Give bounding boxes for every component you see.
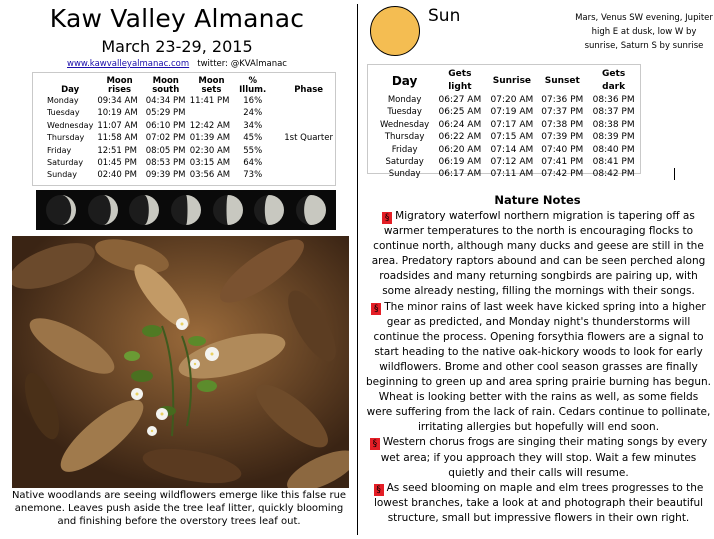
sun-table-row [376, 131, 640, 143]
moon-col-rises: Moon rises [106, 76, 133, 95]
almanac-dates: March 23-29, 2015 [101, 37, 253, 56]
sun-col-gets-dark: Gets dark [602, 69, 626, 92]
nature-note-text: As seed blooming on maple and elm trees progresses to the lowest branches, take a look at and photograph their beautiful structure, small but impressive flowers in their own right. [373, 481, 704, 524]
moon-table-cell: 12:42 AM [189, 120, 231, 131]
moon-table-cell: Thursday [47, 133, 85, 143]
sun-col-gets-light: Gets light [448, 69, 472, 92]
moon-phase-icon [128, 194, 160, 226]
sun-table-cell: 07:17 AM [490, 119, 534, 130]
almanac-title: Kaw Valley Almanac [49, 4, 305, 33]
sun-table-cell: 07:12 AM [490, 157, 534, 168]
nature-note-paragraph [365, 435, 712, 480]
left-page [0, 0, 354, 539]
moon-table-cell: Wednesday [47, 120, 94, 130]
sun-table-row [376, 119, 640, 131]
moon-table-cell: 09:39 PM [145, 170, 186, 181]
sun-table-cell: 07:42 PM [541, 169, 584, 180]
photo-caption: Native woodlands are seeing wildflowers emerge like this false rue anemone. Leaves push aside the tree leaf litter, quickly blooming and finishing before the overstory trees leaf out. [11, 490, 347, 527]
sun-table-cell: Friday [391, 144, 418, 155]
twitter-handle: twitter: @KVAlmanac [197, 59, 287, 69]
moon-table-cell: 02:40 PM [97, 170, 137, 181]
moon-table-cell: 08:05 PM [145, 145, 186, 156]
leaf-litter-image [12, 236, 349, 488]
section-marker-icon: § [382, 212, 392, 224]
sun-table-cell: 07:38 PM [541, 119, 584, 130]
moon-table-cell: 08:53 PM [145, 158, 186, 169]
moon-table-row [45, 145, 335, 157]
sun-table-cell: 06:19 AM [438, 157, 482, 168]
moon-table-cell: Monday [47, 96, 79, 105]
sun-table-cell: 06:27 AM [438, 95, 482, 105]
sun-table-cell: 08:42 PM [592, 169, 635, 180]
sun-table-row [376, 144, 640, 156]
moon-phase-strip [36, 190, 336, 230]
sun-table-cell: Wednesday [380, 119, 430, 130]
moon-phase-icon [45, 194, 77, 226]
sun-table-cell: 07:39 PM [541, 132, 584, 143]
moon-table-cell: 11:58 AM [97, 133, 138, 144]
sun-table-cell: Tuesday [387, 107, 422, 118]
moon-table-cell: 34% [243, 120, 263, 131]
sun-table-cell: 06:24 AM [438, 119, 482, 130]
moon-col-illum: % Illum. [239, 76, 267, 95]
sun-table [376, 68, 640, 181]
sun-table-cell: 08:38 PM [592, 119, 635, 130]
sun-table-cell: Saturday [385, 157, 424, 168]
moon-table-row [45, 157, 335, 169]
sun-table-cell: 07:37 PM [541, 107, 584, 118]
moon-col-phase: Phase [294, 85, 324, 95]
sun-heading: Sun [428, 6, 461, 26]
moon-table-cell [270, 95, 335, 107]
section-marker-icon: § [370, 438, 380, 450]
moon-table-header [45, 77, 335, 95]
moon-table-cell: 11:41 PM [189, 96, 230, 106]
sun-table-row [376, 106, 640, 118]
nature-note-paragraph [365, 481, 712, 526]
right-page [361, 0, 714, 539]
planets-note: Mars, Venus SW evening, Jupiter high E at dusk, low W by sunrise, Saturn S by sunrise [575, 13, 713, 51]
sun-table-cell: 07:36 PM [541, 95, 584, 105]
moon-table-cell: Saturday [47, 158, 84, 168]
moon-table-cell [270, 145, 335, 157]
moon-table-cell: 73% [243, 170, 263, 181]
moon-phase-icon [253, 194, 285, 226]
moon-table-cell: 01:39 AM [189, 133, 231, 144]
moon-table-cell: 04:34 PM [145, 96, 186, 106]
sun-table-cell: 07:20 AM [490, 95, 534, 105]
nature-note-paragraph [365, 300, 712, 436]
sun-table-cell: 08:37 PM [592, 107, 635, 118]
sun-table-cell: 07:14 AM [490, 144, 534, 155]
sun-table-cell: 07:40 PM [541, 144, 584, 155]
moon-table-cell: 1st Quarter [284, 133, 333, 144]
nature-note-text: The minor rains of last week have kicked spring into a higher gear as predicted, and Monday night's thunderstorms will continue the process. Opening forsythia flowers are a signal to start heading to the native oak-hickory woods to look for early wildflowers. Brome and other cool season grasses are finally beginning to green up and area spring prairie burning has begun. Wheat is looking better with the rains as well, as some fields were suffering from the lack of rain. Cedars continue to pollinate, irritating allergies but hopefully will end soon. [365, 300, 712, 434]
moon-phase-icon [212, 194, 244, 226]
moon-table-cell: 11:07 AM [97, 120, 138, 131]
moon-table [45, 77, 335, 182]
moon-table-cell: 03:56 AM [189, 170, 231, 181]
moon-table-cell [188, 107, 235, 119]
sun-table-cell: 08:41 PM [592, 157, 635, 168]
sun-table-cell: Thursday [384, 132, 425, 143]
section-marker-icon: § [371, 303, 381, 315]
moon-table-cell: 45% [243, 133, 263, 144]
moon-table-cell: 64% [243, 158, 263, 169]
sun-col-sunrise: Sunrise [492, 75, 532, 86]
moon-table-cell: 10:19 AM [97, 108, 138, 119]
moon-table-cell: 07:02 PM [145, 133, 186, 144]
page-divider [357, 4, 358, 535]
sun-table-row [376, 94, 640, 106]
moon-col-day: Day [61, 85, 80, 95]
moon-table-cell: 55% [243, 145, 263, 156]
sun-icon [370, 6, 420, 56]
sun-table-panel [367, 64, 641, 180]
moon-table-row [45, 107, 335, 119]
moon-table-cell: Tuesday [47, 108, 80, 118]
moon-table-cell: 02:30 AM [189, 145, 231, 156]
moon-table-cell [270, 120, 335, 132]
sun-table-cell: 08:39 PM [592, 132, 635, 143]
moon-phase-icon [87, 194, 119, 226]
nature-note-paragraph [365, 209, 712, 300]
sun-table-row [376, 168, 640, 180]
moon-table-cell [270, 107, 335, 119]
sun-col-sunset: Sunset [544, 75, 580, 86]
moon-phase-icon [295, 194, 327, 226]
sun-table-cell: 06:22 AM [438, 132, 482, 143]
sun-table-cell: 07:41 PM [541, 157, 584, 168]
moon-table-cell: 24% [243, 108, 263, 119]
section-marker-icon: § [374, 484, 384, 496]
moon-table-cell: 09:34 AM [97, 96, 138, 106]
sun-table-cell: Sunday [388, 169, 421, 180]
sun-table-cell: 06:20 AM [438, 144, 482, 155]
moon-table-row [45, 95, 335, 107]
moon-table-row [45, 132, 335, 144]
moon-phase-icon [170, 194, 202, 226]
moon-col-sets: Moon sets [198, 76, 225, 95]
moon-table-cell: Sunday [47, 170, 77, 180]
moon-table-cell: 16% [243, 96, 263, 106]
sun-table-cell: 07:19 AM [490, 107, 534, 118]
sun-table-cell: 08:40 PM [592, 144, 635, 155]
sun-table-cell: 07:11 AM [490, 169, 534, 180]
nature-note-text: Migratory waterfowl northern migration is tapering off as warmer temperatures to the north is encouraging flocks to continue north, although many ducks and geese are still in the area. Predatory raptors abound and can be seen perched along roadsides and many returning songbirds are pairing up, with some already nesting, filling the mornings with their songs. [371, 210, 706, 298]
contact-line [0, 59, 354, 69]
moon-col-south: Moon south [152, 76, 180, 95]
sun-table-cell: 08:36 PM [592, 95, 635, 105]
moon-table-cell: 12:51 PM [97, 145, 137, 156]
website-link[interactable]: www.kawvalleyalmanac.com [67, 59, 190, 69]
moon-table-row [45, 120, 335, 132]
wildflower-photo [12, 236, 349, 488]
moon-table-cell: 03:15 AM [189, 158, 231, 169]
moon-table-panel [32, 72, 336, 186]
sun-table-cell: 06:17 AM [438, 169, 482, 180]
text-cursor [674, 168, 675, 180]
nature-note-text: Western chorus frogs are singing their mating songs by every wet area; if you approach they will stop. Wait a few minutes quietly and their calls will resume. [380, 436, 708, 479]
sun-table-header [376, 68, 640, 94]
moon-table-cell [270, 157, 335, 169]
sun-col-day: Day [391, 73, 418, 88]
sun-table-row [376, 156, 640, 168]
sun-table-cell: Monday [387, 95, 422, 105]
sun-table-cell: 06:25 AM [438, 107, 482, 118]
moon-table-cell [270, 169, 335, 181]
moon-table-cell: 06:10 PM [145, 120, 186, 131]
moon-table-cell: 05:29 PM [145, 108, 186, 119]
moon-table-cell: Friday [47, 145, 72, 155]
moon-table-row [45, 169, 335, 181]
moon-table-cell: 01:45 PM [97, 158, 137, 169]
nature-notes-body [365, 209, 712, 526]
sun-table-cell: 07:15 AM [490, 132, 534, 143]
nature-notes-title: Nature Notes [494, 193, 581, 207]
